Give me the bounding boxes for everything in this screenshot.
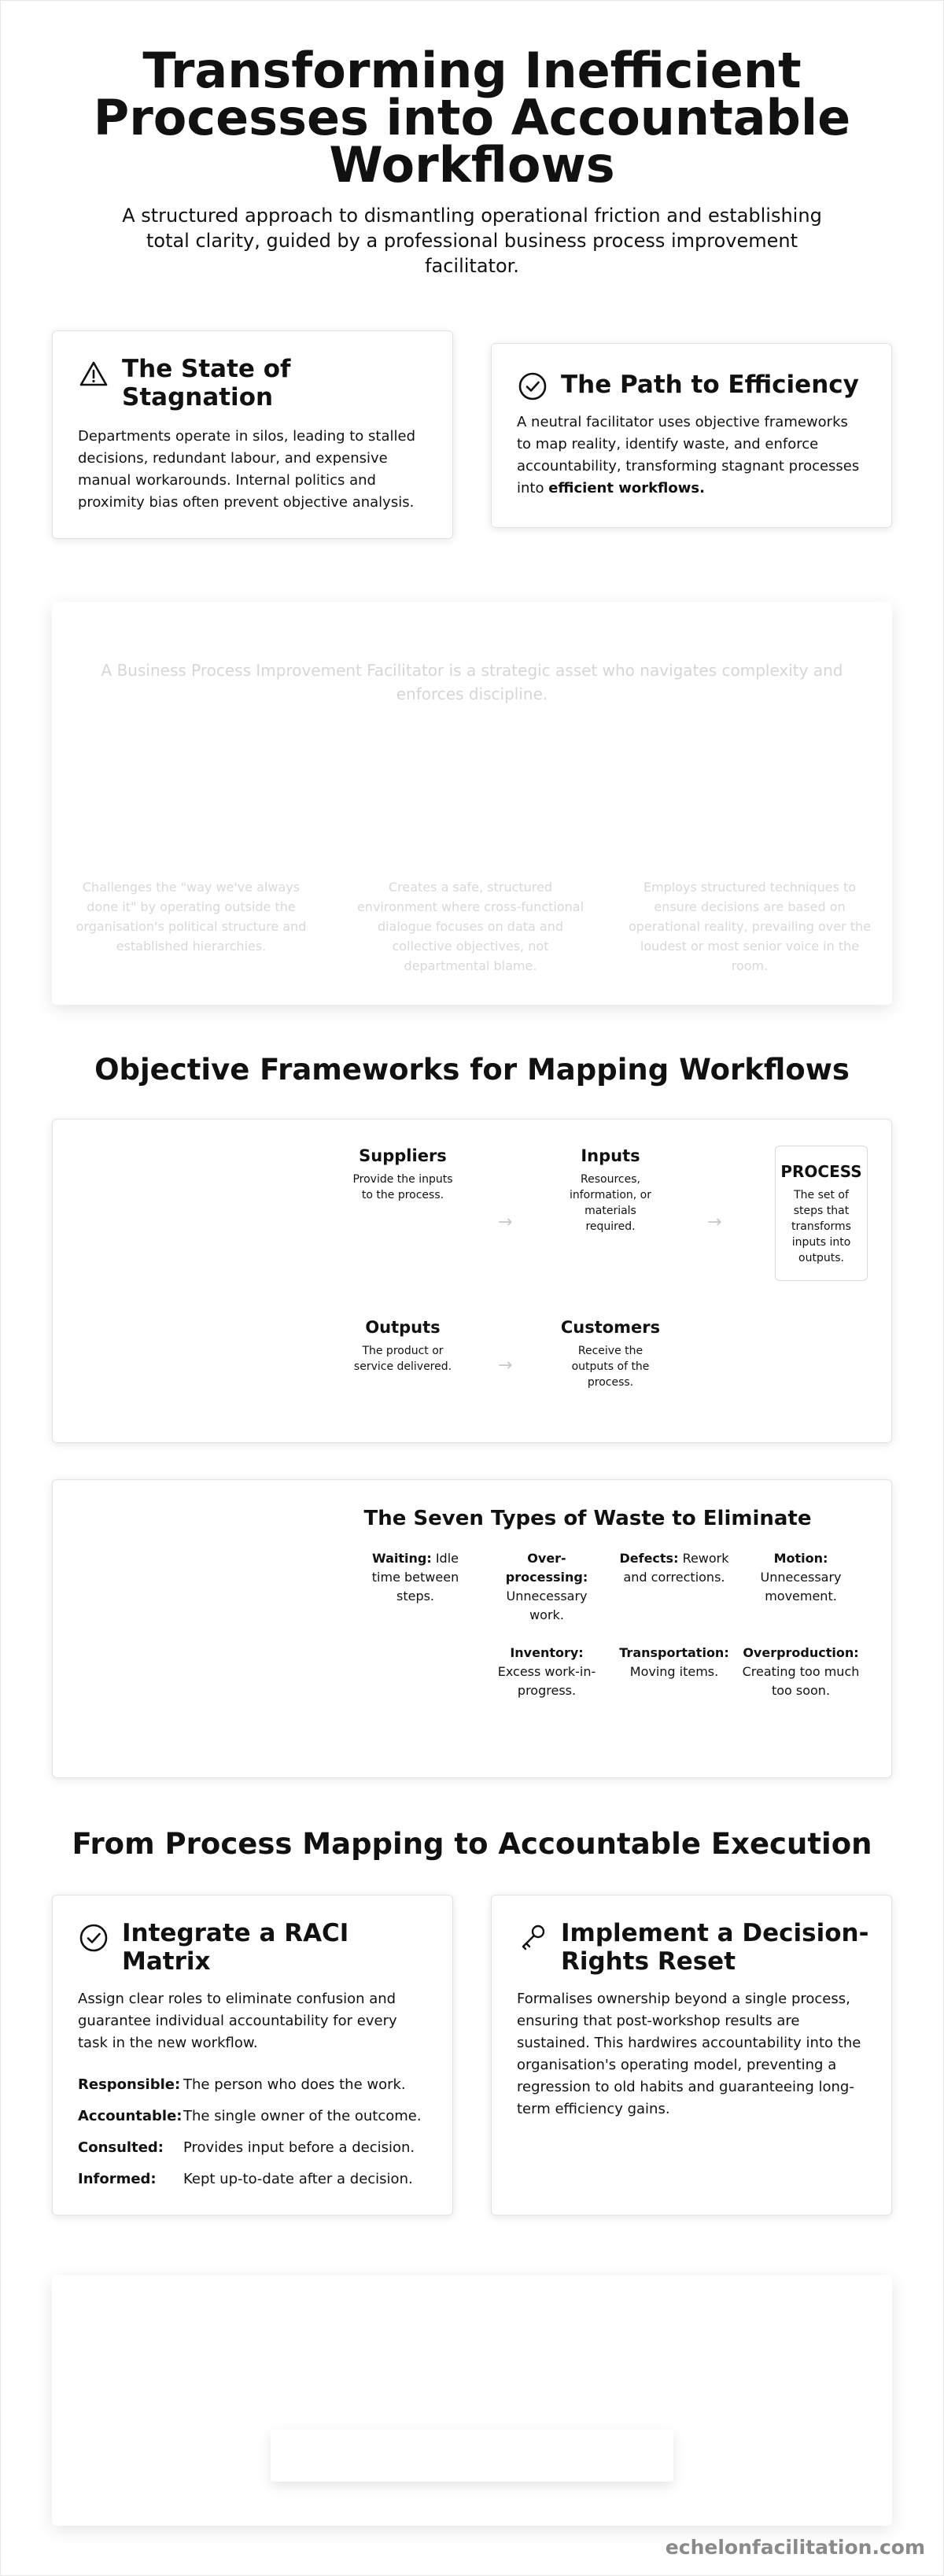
arrow-right-icon: → <box>498 1212 513 1232</box>
sipoc-suppliers-desc: Provide the inputs to the process. <box>352 1173 453 1201</box>
sipoc-inputs <box>559 1145 662 1234</box>
facilitator-column-1: Challenges the "way we've always done it" by operating outside the organisation's political structure and established hierarchies. <box>76 880 307 954</box>
bottom-inner-panel <box>271 2430 673 2482</box>
waste-item-text: Creating too much too soon. <box>742 1664 860 1698</box>
raci-role: Consulted: <box>78 2139 164 2156</box>
waste-item-text: Unnecessary work. <box>506 1589 588 1622</box>
arrow-right-icon: → <box>707 1212 722 1232</box>
check-circle-icon <box>78 1922 109 1954</box>
arrow-right-icon: → <box>498 1356 513 1375</box>
sipoc-inputs-desc: Resources, information, or materials required. <box>569 1173 652 1233</box>
facilitator-column-2: Creates a safe, structured environment where cross-functional dialogue focuses on data and collective objectives, not departmental blame. <box>356 880 584 973</box>
raci-row <box>78 2169 437 2190</box>
page-title: Transforming Inefficient Processes into Accountable Workflows <box>93 42 851 194</box>
waste-item-label: Waiting: <box>372 1551 432 1566</box>
waste-item <box>615 1549 733 1587</box>
raci-card <box>52 1895 453 2216</box>
raci-row <box>78 2106 437 2127</box>
efficiency-card <box>491 343 892 528</box>
waste-item-label: Motion: <box>773 1551 828 1566</box>
waste-item <box>488 1549 606 1625</box>
raci-header <box>78 1919 433 1976</box>
efficiency-header <box>517 367 872 402</box>
facilitator-column-3: Employs structured techniques to ensure decisions are based on operational reality, prevailing over the loudest or most senior voice in the room. <box>628 880 872 973</box>
raci-row <box>78 2138 437 2158</box>
waste-item <box>742 1644 860 1700</box>
frameworks-section-title: Objective Frameworks for Mapping Workflows <box>94 1053 850 1087</box>
raci-role: Informed: <box>78 2171 157 2187</box>
sipoc-outputs <box>352 1316 454 1375</box>
waste-item-label: Overproduction: <box>743 1645 859 1660</box>
raci-desc: The person who does the work. <box>183 2076 406 2093</box>
waste-item <box>615 1644 733 1681</box>
waste-item-label: Inventory: <box>510 1645 584 1660</box>
sipoc-suppliers-title: Suppliers <box>359 1146 447 1165</box>
facilitator-lead: A Business Process Improvement Facilitator is a strategic asset who navigates complexity and enforces discipline. <box>101 661 843 703</box>
efficiency-text-main: A neutral facilitator uses objective frameworks to map reality, identify waste, and enforce accountability, transforming stagnant processes into <box>517 414 860 496</box>
sipoc-customers-desc: Receive the outputs of the process. <box>571 1345 650 1389</box>
decision-rights-card <box>491 1895 892 2216</box>
page-subtitle: A structured approach to dismantling operational friction and establishing total clarity, guided by a professional business process improvement facilitator. <box>122 205 822 277</box>
raci-role: Responsible: <box>78 2076 181 2093</box>
waste-item-text: Rework and corrections. <box>623 1551 729 1585</box>
waste-card <box>52 1479 892 1778</box>
stagnation-header <box>78 355 433 411</box>
stagnation-title: The State of Stagnation <box>122 355 291 411</box>
sipoc-card <box>52 1119 892 1443</box>
efficiency-text-bold: efficient workflows. <box>548 480 705 496</box>
efficiency-text <box>517 411 866 500</box>
waste-item <box>742 1549 860 1606</box>
warning-triangle-icon <box>78 358 109 389</box>
sipoc-suppliers <box>352 1145 454 1203</box>
raci-role: Accountable: <box>78 2108 183 2124</box>
waste-item <box>356 1549 474 1606</box>
waste-item-text: Unnecessary movement. <box>760 1570 842 1604</box>
waste-item-label: Over-processing: <box>505 1551 588 1585</box>
waste-title: The Seven Types of Waste to Eliminate <box>363 1507 812 1530</box>
efficiency-title: The Path to Efficiency <box>561 371 859 399</box>
key-icon <box>517 1922 548 1954</box>
sipoc-inputs-title: Inputs <box>581 1146 640 1165</box>
raci-title: Integrate a RACI Matrix <box>122 1919 349 1976</box>
bottom-card <box>52 2275 892 2526</box>
sipoc-customers <box>559 1316 662 1390</box>
raci-desc: Provides input before a decision. <box>183 2139 415 2156</box>
execution-section-title: From Process Mapping to Accountable Execution <box>72 1827 872 1861</box>
waste-item-text: Moving items. <box>629 1664 719 1679</box>
facilitator-card <box>52 602 892 1005</box>
decision-text: Formalises ownership beyond a single process, ensuring that post-workshop results are sustained. This hardwires accountability into the organisation's operating model, preventing a regression to old habits and guaranteeing long-term efficiency gains. <box>517 1991 861 2117</box>
sipoc-outputs-title: Outputs <box>365 1318 441 1337</box>
raci-row <box>78 2075 437 2095</box>
sipoc-customers-title: Customers <box>560 1318 661 1337</box>
waste-item-label: Defects: <box>619 1551 679 1566</box>
sipoc-process-title: PROCESS <box>780 1162 862 1181</box>
raci-text: Assign clear roles to eliminate confusion and guarantee individual accountability for every task in the new workflow. <box>78 1991 397 2051</box>
footer-brand[interactable]: echelonfacilitation.com <box>665 2536 925 2559</box>
sipoc-outputs-desc: The product or service delivered. <box>353 1345 452 1373</box>
waste-item-label: Transportation: <box>619 1645 729 1660</box>
stagnation-text: Departments operate in silos, leading to stalled decisions, redundant labour, and expensive manual workarounds. Internal politics and proximity bias often prevent objective analysis. <box>78 428 416 511</box>
waste-item-text: Excess work-in-progress. <box>497 1664 596 1698</box>
stagnation-card <box>52 330 453 539</box>
waste-item-text: Idle time between steps. <box>371 1551 459 1604</box>
check-circle-icon <box>517 371 548 402</box>
sipoc-process-desc: The set of steps that transforms inputs into outputs. <box>791 1189 851 1264</box>
raci-desc: The single owner of the outcome. <box>183 2108 422 2124</box>
decision-header <box>517 1919 872 1976</box>
waste-item <box>488 1644 606 1700</box>
sipoc-process <box>775 1146 868 1281</box>
raci-desc: Kept up-to-date after a decision. <box>183 2171 413 2187</box>
decision-title: Implement a Decision-Rights Reset <box>561 1919 869 1976</box>
